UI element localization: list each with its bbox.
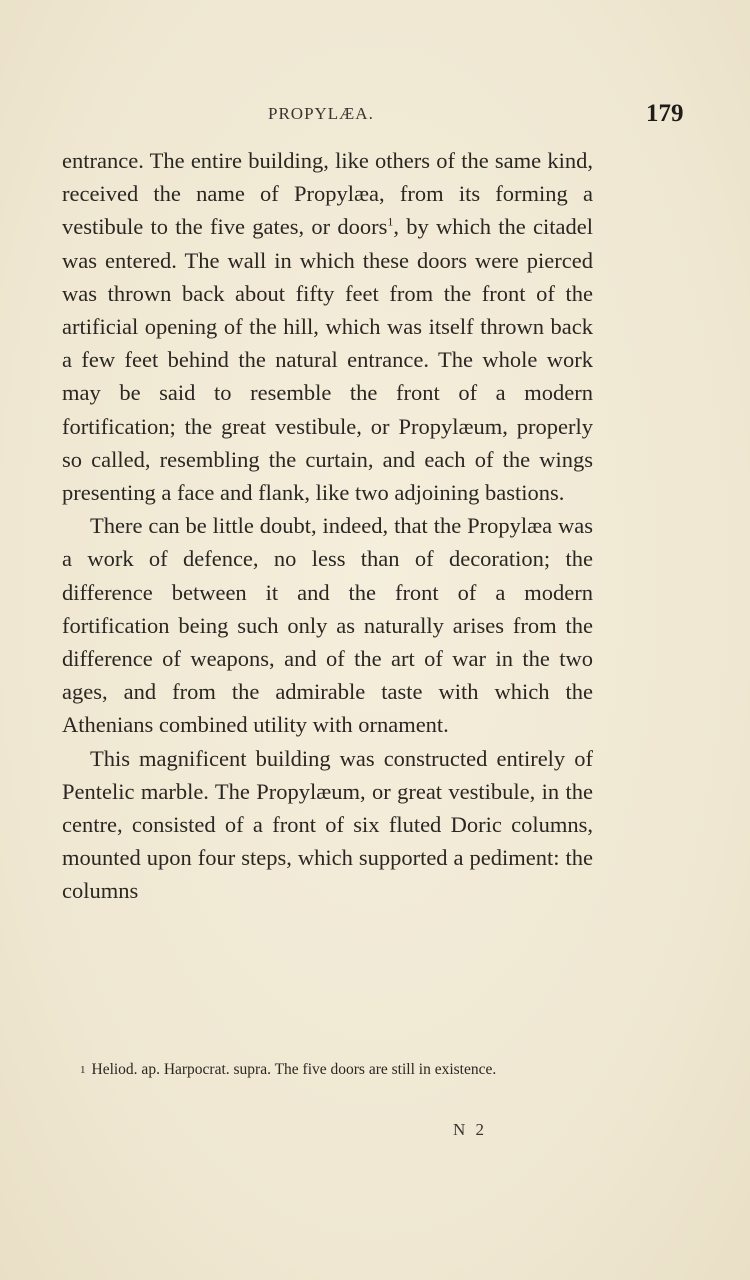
page-number: 179 (646, 100, 684, 127)
running-title: PROPYLÆA. (268, 104, 374, 123)
paragraph-1-part-2: , by which the citadel was entered. The wall in which these doors were pierced was thrown back about fifty feet from the front of the artificial opening of the hill, which was itself thrown back a few feet behind the natural entrance. The whole work may be said to resemble the front of a modern fortification; the great vestibule, or Propylæum, properly so called, resembling the curtain, and each of the wings presenting a face and flank, like two adjoining bastions. (62, 214, 593, 506)
signature-mark: N 2 (453, 1120, 488, 1139)
paragraph-1-part-1: entrance. The entire building, like others of the same kind, received the name of Propylæa, from its forming a vestibule to the five gates, or doors (62, 148, 593, 240)
footnote (62, 1058, 593, 1082)
paragraph-3: This magnificent building was constructed entirely of Pentelic marble. The Propylæum, or great vestibule, in the centre, consisted of a front of six fluted Doric columns, mounted upon four steps, which supported a pediment: the columns (62, 745, 593, 904)
footnote-text: Heliod. ap. Harpocrat. supra. The five doors are still in existence. (91, 1061, 497, 1078)
running-head (0, 100, 750, 130)
footnote-mark: 1 (80, 1064, 86, 1076)
body-text (62, 144, 593, 908)
paragraph-1 (62, 144, 593, 509)
paragraph-2: There can be little doubt, indeed, that the Propylæa was a work of defence, no less than of decoration; the difference between it and the front of a modern fortification being such only as naturally arises from the difference of weapons, and of the art of war in the two ages, and from the admirable taste with which the Athenians combined utility with ornament. (62, 513, 593, 738)
footnote-reference: 1 (387, 214, 394, 229)
